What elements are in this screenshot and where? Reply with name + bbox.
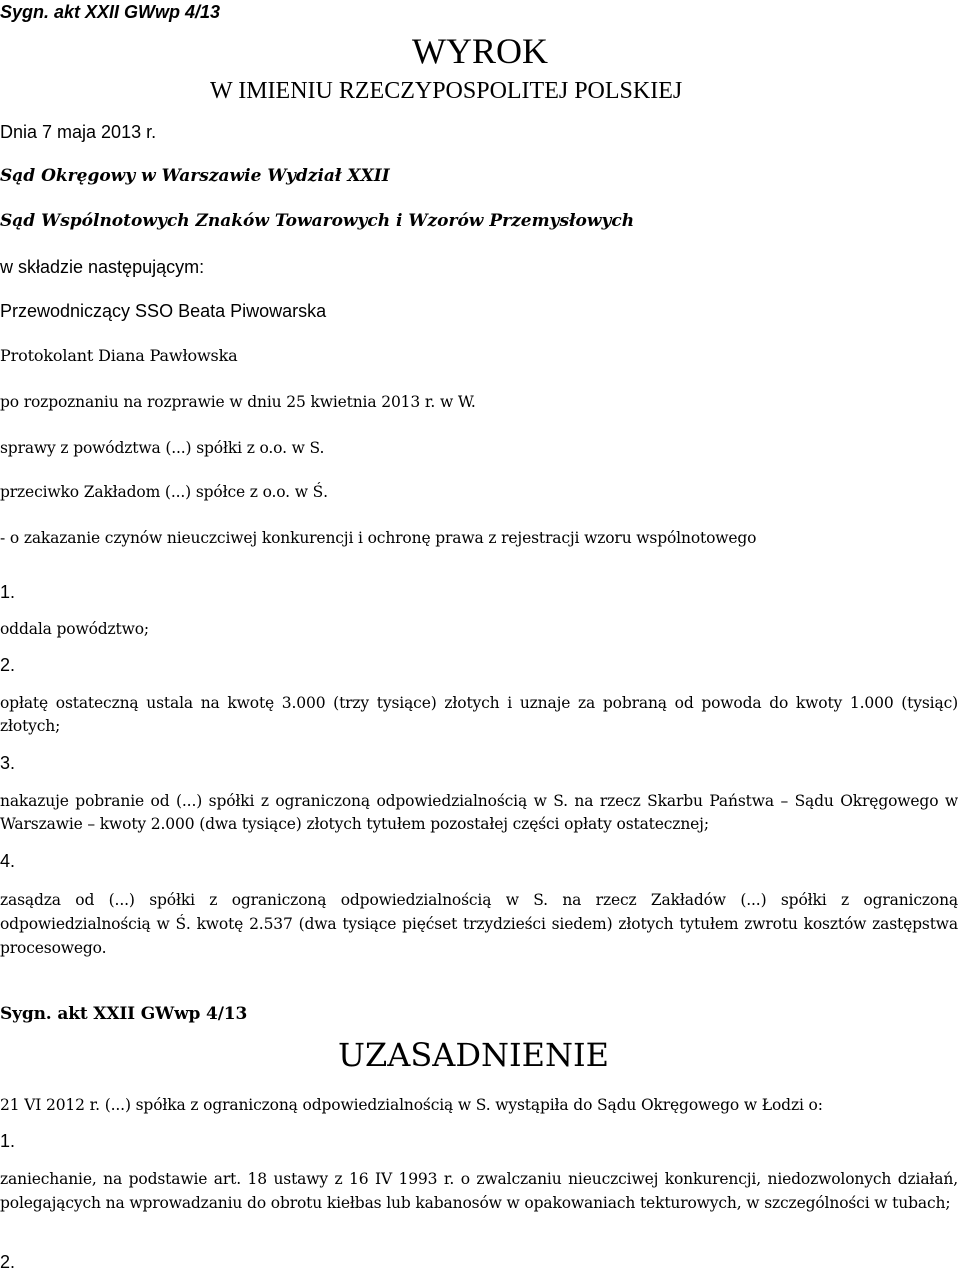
plaintiff-info: sprawy z powództwa (...) spółki z o.o. w S. <box>0 439 325 457</box>
ruling-number-3: 3. <box>0 753 16 773</box>
ruling-number-2: 2. <box>0 655 16 675</box>
court-clerk: Protokolant Diana Pawłowska <box>0 346 238 365</box>
ruling-text-2: opłatę ostateczną ustala na kwotę 3.000 (trzy tysiące) złotych i uznaje za pobraną od powoda do kwoty 1.000 (tysiąc) złotych; <box>0 694 958 735</box>
ruling-number-4: 4. <box>0 851 16 871</box>
docket-number-top: Sygn. akt XXII GWwp 4/13 <box>0 2 221 22</box>
justification-item-number-1: 1. <box>0 1131 16 1151</box>
court-division: Sąd Wspólnotowych Znaków Towarowych i Wzorów Przemysłowych <box>0 211 635 231</box>
ruling-text-3: nakazuje pobranie od (...) spółki z ograniczoną odpowiedzialnością w S. na rzecz Skarbu Państwa – Sądu Okręgowego w Warszawie – kwoty 2.000 (dwa tysiące) złotych tytułem pozostałej części opłaty ostatecznej; <box>0 792 958 833</box>
judgment-date: Dnia 7 maja 2013 r. <box>0 122 157 142</box>
docket-number-justification: Sygn. akt XXII GWwp 4/13 <box>0 1004 248 1024</box>
justification-item-text-1: zaniechanie, na podstawie art. 18 ustawy z 16 IV 1993 r. o zwalczaniu nieuczciwej konkurencji, niedozwolonych działań, polegających na wprowadzaniu do obrotu kiełbas lub kabanosów w opakowaniach tekturowych, w szczególności w tubach; <box>0 1170 958 1212</box>
defendant-info: przeciwko Zakładom (...) spółce z o.o. w Ś. <box>0 483 328 501</box>
composition-label: w składzie następującym: <box>0 257 205 277</box>
justification-item-number-2: 2. <box>0 1252 16 1272</box>
justification-title: UZASADNIENIE <box>338 1036 609 1074</box>
court-name: Sąd Okręgowy w Warszawie Wydział XXII <box>0 166 390 186</box>
case-subject: - o zakazanie czynów nieuczciwej konkurencji i ochronę prawa z rejestracji wzoru wspólnotowego <box>0 529 757 547</box>
hearing-info: po rozpoznaniu na rozprawie w dniu 25 kwietnia 2013 r. w W. <box>0 393 476 411</box>
ruling-text-4: zasądza od (...) spółki z ograniczoną odpowiedzialnością w S. na rzecz Zakładów (...) spółki z ograniczoną odpowiedzialnością w Ś. kwotę 2.537 (dwa tysiące pięćset trzydzieści siedem) złotych tytułem zwrotu kosztów zastępstwa procesowego. <box>0 891 958 957</box>
ruling-number-1: 1. <box>0 582 16 602</box>
document-title: WYROK <box>412 31 548 71</box>
ruling-text-1: oddala powództwo; <box>0 620 149 638</box>
presiding-judge: Przewodniczący SSO Beata Piwowarska <box>0 301 327 321</box>
document-subtitle: W IMIENIU RZECZYPOSPOLITEJ POLSKIEJ <box>210 78 683 104</box>
justification-intro: 21 VI 2012 r. (...) spółka z ograniczoną odpowiedzialnością w S. wystąpiła do Sądu Okręgowego w Łodzi o: <box>0 1096 823 1114</box>
